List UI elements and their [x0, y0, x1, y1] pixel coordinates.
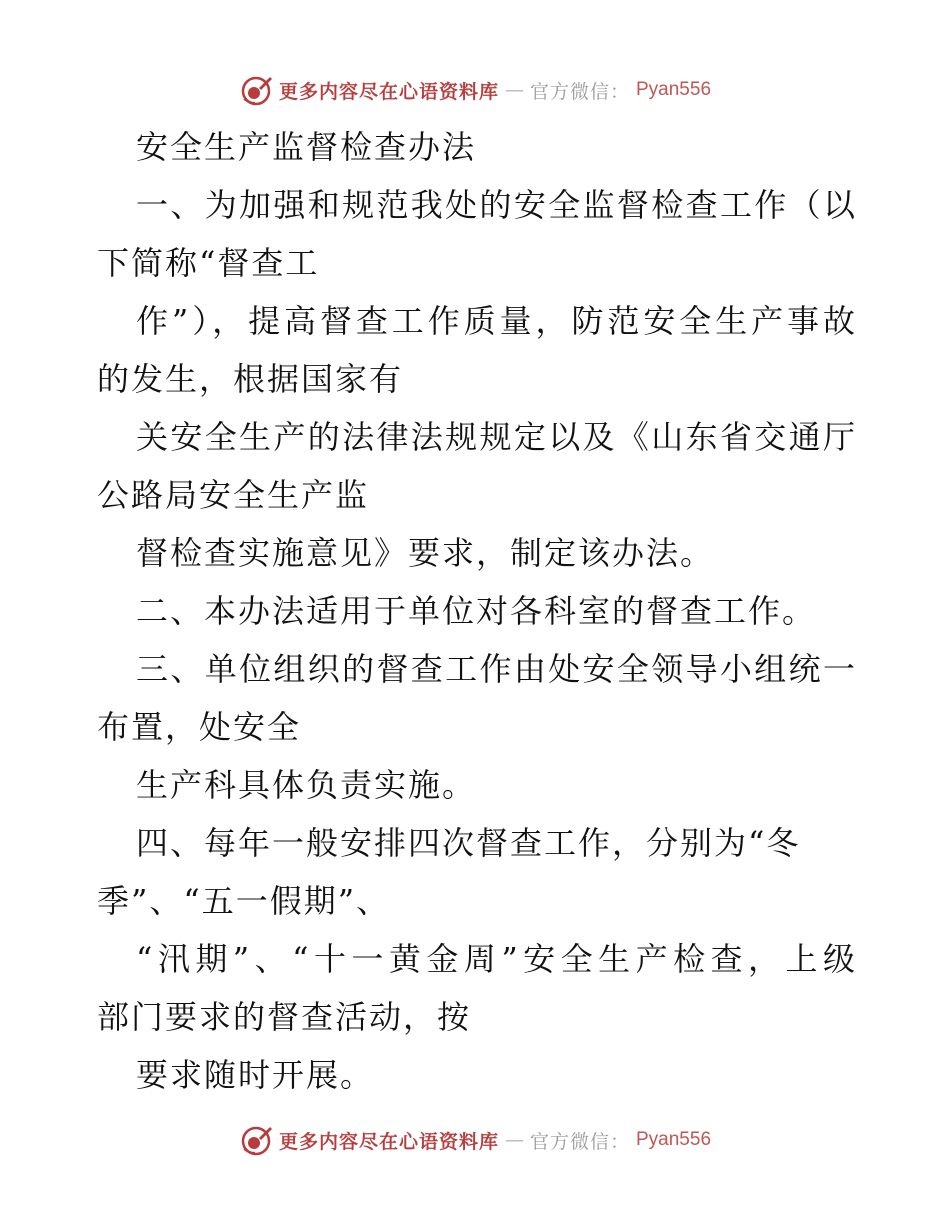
- paragraph-line: 三、单位组织的督查工作由处安全领导小组统一: [136, 650, 857, 688]
- paragraph-line: 一、为加强和规范我处的安全监督检查工作（以: [136, 186, 857, 224]
- paragraph-line: 部门要求的督查活动，按: [97, 998, 472, 1036]
- footer-watermark-banner: [0, 1120, 950, 1160]
- paragraph-line: 生产科具体负责实施。: [136, 766, 477, 804]
- banner-dash: —: [504, 1129, 524, 1151]
- document-title: 安全生产监督检查办法: [136, 128, 477, 166]
- paragraph-line: 公路局安全生产监: [97, 476, 370, 514]
- banner-dash: —: [504, 79, 524, 101]
- paragraph-line: “汛期”、“十一黄金周”安全生产检查，上级: [136, 940, 857, 978]
- banner-wechat-id: Pyan556: [636, 79, 712, 100]
- paragraph-line: 二、本办法适用于单位对各科室的督查工作。: [136, 592, 817, 630]
- pen-logo-icon: [239, 1123, 273, 1157]
- document-body: [97, 118, 857, 1104]
- paragraph-line: 四、每年一般安排四次督查工作，分别为“冬: [136, 824, 801, 862]
- paragraph-line: 季”、“五一假期”、: [97, 882, 391, 920]
- paragraph-line: 作”），提高督查工作质量，防范安全生产事故: [136, 302, 857, 340]
- paragraph-line: 下简称“督查工: [97, 244, 320, 282]
- banner-brand-text: 更多内容尽在心语资料库: [278, 80, 499, 103]
- banner-sub-text: 官方微信：: [529, 80, 630, 103]
- header-watermark-banner: [0, 70, 950, 110]
- paragraph-line: 关安全生产的法律法规规定以及《山东省交通厅: [136, 418, 857, 456]
- banner-wechat-id: Pyan556: [636, 1129, 712, 1150]
- banner-brand-text: 更多内容尽在心语资料库: [278, 1130, 499, 1153]
- paragraph-line: 督检查实施意见》要求，制定该办法。: [136, 534, 715, 572]
- paragraph-line: 的发生，根据国家有: [97, 360, 404, 398]
- paragraph-line: 要求随时开展。: [136, 1056, 375, 1094]
- pen-logo-icon: [239, 73, 273, 107]
- banner-sub-text: 官方微信：: [529, 1130, 630, 1153]
- paragraph-line: 布置，处安全: [97, 708, 302, 746]
